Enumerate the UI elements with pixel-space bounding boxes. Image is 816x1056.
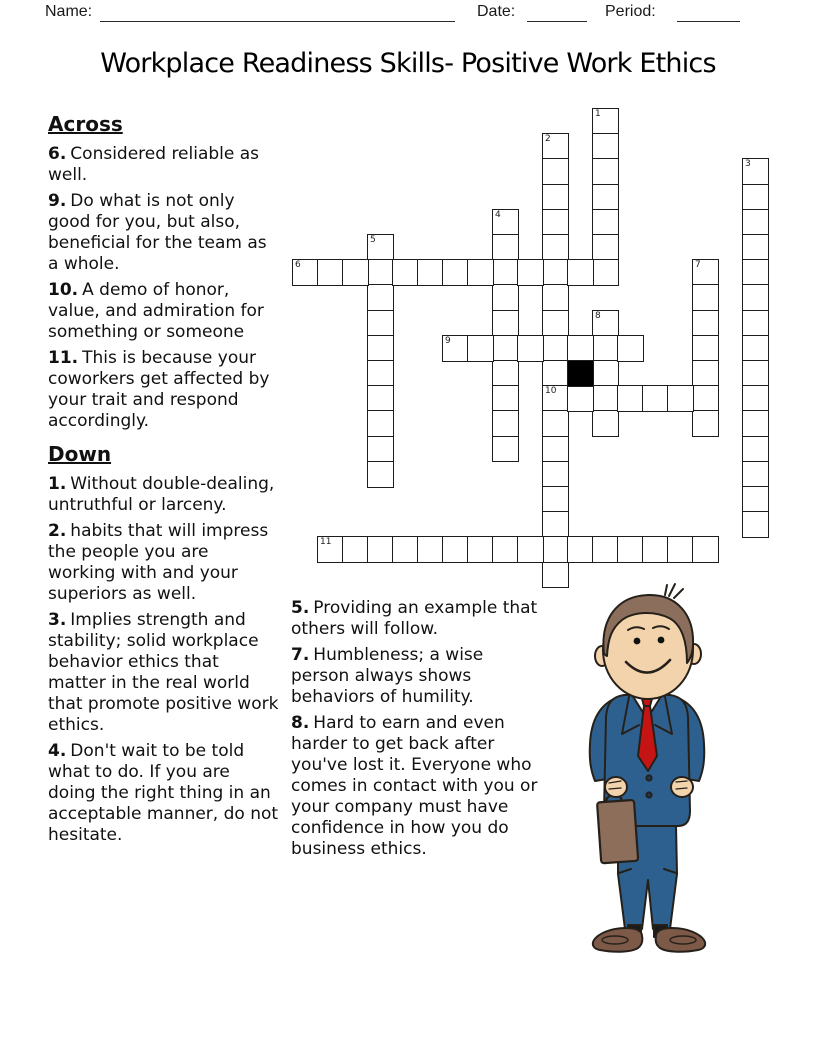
- hair-tuft: [665, 584, 683, 598]
- grid-cell[interactable]: [617, 536, 644, 563]
- grid-cell[interactable]: [492, 360, 519, 387]
- grid-cell[interactable]: [692, 284, 719, 311]
- grid-cell[interactable]: [642, 385, 669, 412]
- left-eye: [634, 638, 641, 645]
- grid-cell[interactable]: [542, 536, 569, 563]
- grid-cell[interactable]: [692, 335, 719, 362]
- right-eye: [658, 637, 665, 644]
- grid-cell[interactable]: [742, 184, 769, 211]
- grid-cell[interactable]: [742, 410, 769, 437]
- grid-cell[interactable]: [542, 410, 569, 437]
- grid-cell[interactable]: [367, 310, 394, 337]
- grid-cell[interactable]: [542, 209, 569, 236]
- grid-cell[interactable]: [742, 310, 769, 337]
- grid-cell[interactable]: [367, 385, 394, 412]
- cell-number: 3: [745, 159, 751, 170]
- grid-cell[interactable]: [742, 234, 769, 261]
- cell-number: 10: [545, 386, 557, 397]
- cell-number: 4: [495, 209, 501, 220]
- grid-cell[interactable]: [742, 259, 769, 286]
- businessman-illustration: [574, 580, 724, 958]
- grid-cell[interactable]: [592, 385, 619, 412]
- page-title: Workplace Readiness Skills- Positive Work Ethics: [100, 48, 716, 79]
- grid-cell[interactable]: [442, 536, 469, 563]
- grid-cell[interactable]: [692, 410, 719, 437]
- grid-cell[interactable]: [517, 536, 544, 563]
- grid-cell[interactable]: [542, 511, 569, 538]
- name-input-line[interactable]: [100, 21, 455, 22]
- grid-cell[interactable]: [317, 536, 344, 563]
- grid-cell[interactable]: [492, 385, 519, 412]
- grid-cell[interactable]: [367, 536, 394, 563]
- grid-cell[interactable]: [567, 536, 594, 563]
- grid-cell[interactable]: [692, 360, 719, 387]
- grid-cell[interactable]: [442, 335, 469, 362]
- grid-cell[interactable]: [592, 259, 619, 286]
- clues-column-left: [48, 112, 281, 851]
- grid-cell[interactable]: [692, 310, 719, 337]
- grid-cell[interactable]: [592, 108, 619, 135]
- clue-down-3: 3. Implies strength and stability; solid workplace behavior ethics that matter in the real world that promote positive work ethics.: [48, 610, 279, 735]
- cell-number: 1: [595, 109, 601, 119]
- grid-cell[interactable]: [542, 158, 569, 185]
- right-hand: [671, 777, 693, 797]
- grid-cell[interactable]: [492, 436, 519, 463]
- grid-cell[interactable]: [342, 536, 369, 563]
- grid-cell[interactable]: [542, 461, 569, 488]
- grid-cell[interactable]: [542, 284, 569, 311]
- grid-cell[interactable]: [592, 209, 619, 236]
- grid-cell[interactable]: [742, 360, 769, 387]
- grid-cell[interactable]: [467, 335, 494, 362]
- grid-cell[interactable]: [542, 259, 569, 286]
- name-label: Name:: [45, 3, 93, 20]
- down-heading: Down: [48, 442, 112, 466]
- grid-cell[interactable]: [742, 486, 769, 513]
- grid-cell[interactable]: [742, 158, 769, 185]
- grid-cell[interactable]: [542, 360, 569, 387]
- clue-across-6: 6. Considered reliable as well.: [48, 144, 260, 185]
- grid-cell[interactable]: [542, 385, 569, 412]
- grid-cell[interactable]: [692, 536, 719, 563]
- clue-across-9: 9. Do what is not only good for you, but also, beneficial for the team as a whole.: [48, 191, 267, 274]
- grid-cell[interactable]: [592, 360, 619, 387]
- date-label: Date:: [477, 3, 516, 20]
- period-label: Period:: [605, 3, 656, 20]
- grid-cell[interactable]: [617, 335, 644, 362]
- cell-number: 11: [320, 537, 332, 548]
- cell-number: 7: [695, 260, 701, 271]
- grid-cell[interactable]: [567, 385, 594, 412]
- grid-cell[interactable]: [417, 536, 444, 563]
- grid-cell[interactable]: [492, 234, 519, 261]
- clue-down-1: 1. Without double-dealing, untruthful or larceny.: [48, 474, 275, 515]
- grid-cell[interactable]: [367, 360, 394, 387]
- grid-cell[interactable]: [592, 335, 619, 362]
- date-input-line[interactable]: [527, 21, 587, 22]
- grid-cell[interactable]: [667, 385, 694, 412]
- grid-cell[interactable]: [592, 133, 619, 160]
- grid-cell[interactable]: [467, 536, 494, 563]
- clue-down-2: 2. habits that will impress the people you are working with and your superiors as well.: [48, 521, 269, 604]
- clues-column-middle: [291, 598, 539, 865]
- briefcase: [597, 800, 638, 863]
- across-heading: Across: [48, 112, 123, 136]
- grid-cell[interactable]: [367, 234, 394, 261]
- jacket-button: [646, 775, 651, 780]
- grid-cell[interactable]: [642, 536, 669, 563]
- grid-cell[interactable]: [692, 259, 719, 286]
- grid-cell[interactable]: [492, 209, 519, 236]
- grid-cell[interactable]: [392, 536, 419, 563]
- grid-cell[interactable]: [342, 259, 369, 286]
- grid-cell[interactable]: [542, 335, 569, 362]
- grid-cell[interactable]: [492, 284, 519, 311]
- cell-number: 2: [545, 134, 551, 145]
- crossword-grid: [292, 108, 770, 590]
- grid-cell[interactable]: [542, 133, 569, 160]
- grid-cell[interactable]: [592, 536, 619, 563]
- grid-cell[interactable]: [542, 436, 569, 463]
- grid-cell[interactable]: [542, 310, 569, 337]
- grid-cell[interactable]: [492, 536, 519, 563]
- grid-cell[interactable]: [292, 259, 319, 286]
- period-input-line[interactable]: [677, 21, 740, 22]
- clue-down-8: 8. Hard to earn and even harder to get back after you've lost it. Everyone who comes in contact with you or your company must have confidence in how you do business ethics.: [291, 713, 538, 859]
- grid-cell[interactable]: [742, 284, 769, 311]
- grid-cell[interactable]: [592, 410, 619, 437]
- grid-cell[interactable]: [517, 259, 544, 286]
- grid-cell[interactable]: [367, 436, 394, 463]
- grid-cell[interactable]: [592, 234, 619, 261]
- grid-cell[interactable]: [742, 511, 769, 538]
- grid-cell[interactable]: [742, 461, 769, 488]
- cell-number: 6: [295, 260, 301, 271]
- grid-cell[interactable]: [417, 259, 444, 286]
- grid-cell[interactable]: [567, 259, 594, 286]
- grid-cell[interactable]: [492, 410, 519, 437]
- left-shoe: [593, 928, 643, 952]
- grid-cell[interactable]: [542, 234, 569, 261]
- grid-cell[interactable]: [367, 284, 394, 311]
- grid-cell[interactable]: [592, 184, 619, 211]
- grid-cell[interactable]: [542, 562, 569, 589]
- left-hand: [605, 777, 627, 797]
- grid-cell[interactable]: [367, 410, 394, 437]
- grid-cell[interactable]: [742, 209, 769, 236]
- grid-cell[interactable]: [517, 335, 544, 362]
- grid-cell[interactable]: [542, 184, 569, 211]
- grid-cell[interactable]: [367, 335, 394, 362]
- cell-number: 8: [595, 310, 601, 321]
- grid-cell[interactable]: [742, 335, 769, 362]
- grid-cell[interactable]: [492, 310, 519, 337]
- grid-cell[interactable]: [542, 486, 569, 513]
- grid-cell[interactable]: [367, 259, 394, 286]
- clue-across-11: 11. This is because your coworkers get affected by your trait and respond accordingly.: [48, 348, 270, 431]
- grid-cell[interactable]: [592, 158, 619, 185]
- grid-cell[interactable]: [367, 461, 394, 488]
- grid-cell[interactable]: [617, 385, 644, 412]
- grid-cell[interactable]: [742, 385, 769, 412]
- grid-cell[interactable]: [567, 335, 594, 362]
- clue-down-4: 4. Don't wait to be told what to do. If you are doing the right thing in an acceptable manner, do not hesitate.: [48, 741, 279, 845]
- black-cell: [567, 360, 594, 387]
- right-shoe: [656, 928, 706, 952]
- clue-down-7: 7. Humbleness; a wise person always shows behaviors of humility.: [291, 645, 484, 707]
- cell-number: 9: [445, 335, 451, 346]
- grid-cell[interactable]: [467, 259, 494, 286]
- cell-number: 5: [370, 235, 376, 245]
- grid-cell[interactable]: [492, 259, 519, 286]
- grid-cell[interactable]: [692, 385, 719, 412]
- grid-cell[interactable]: [492, 335, 519, 362]
- jacket-button: [646, 792, 651, 797]
- clue-down-5: 5. Providing an example that others will follow.: [291, 598, 538, 639]
- clue-across-10: 10. A demo of honor, value, and admiration for something or someone: [48, 280, 264, 342]
- grid-cell[interactable]: [392, 259, 419, 286]
- grid-cell[interactable]: [667, 536, 694, 563]
- grid-cell[interactable]: [592, 310, 619, 337]
- grid-cell[interactable]: [317, 259, 344, 286]
- grid-cell[interactable]: [442, 259, 469, 286]
- grid-cell[interactable]: [742, 436, 769, 463]
